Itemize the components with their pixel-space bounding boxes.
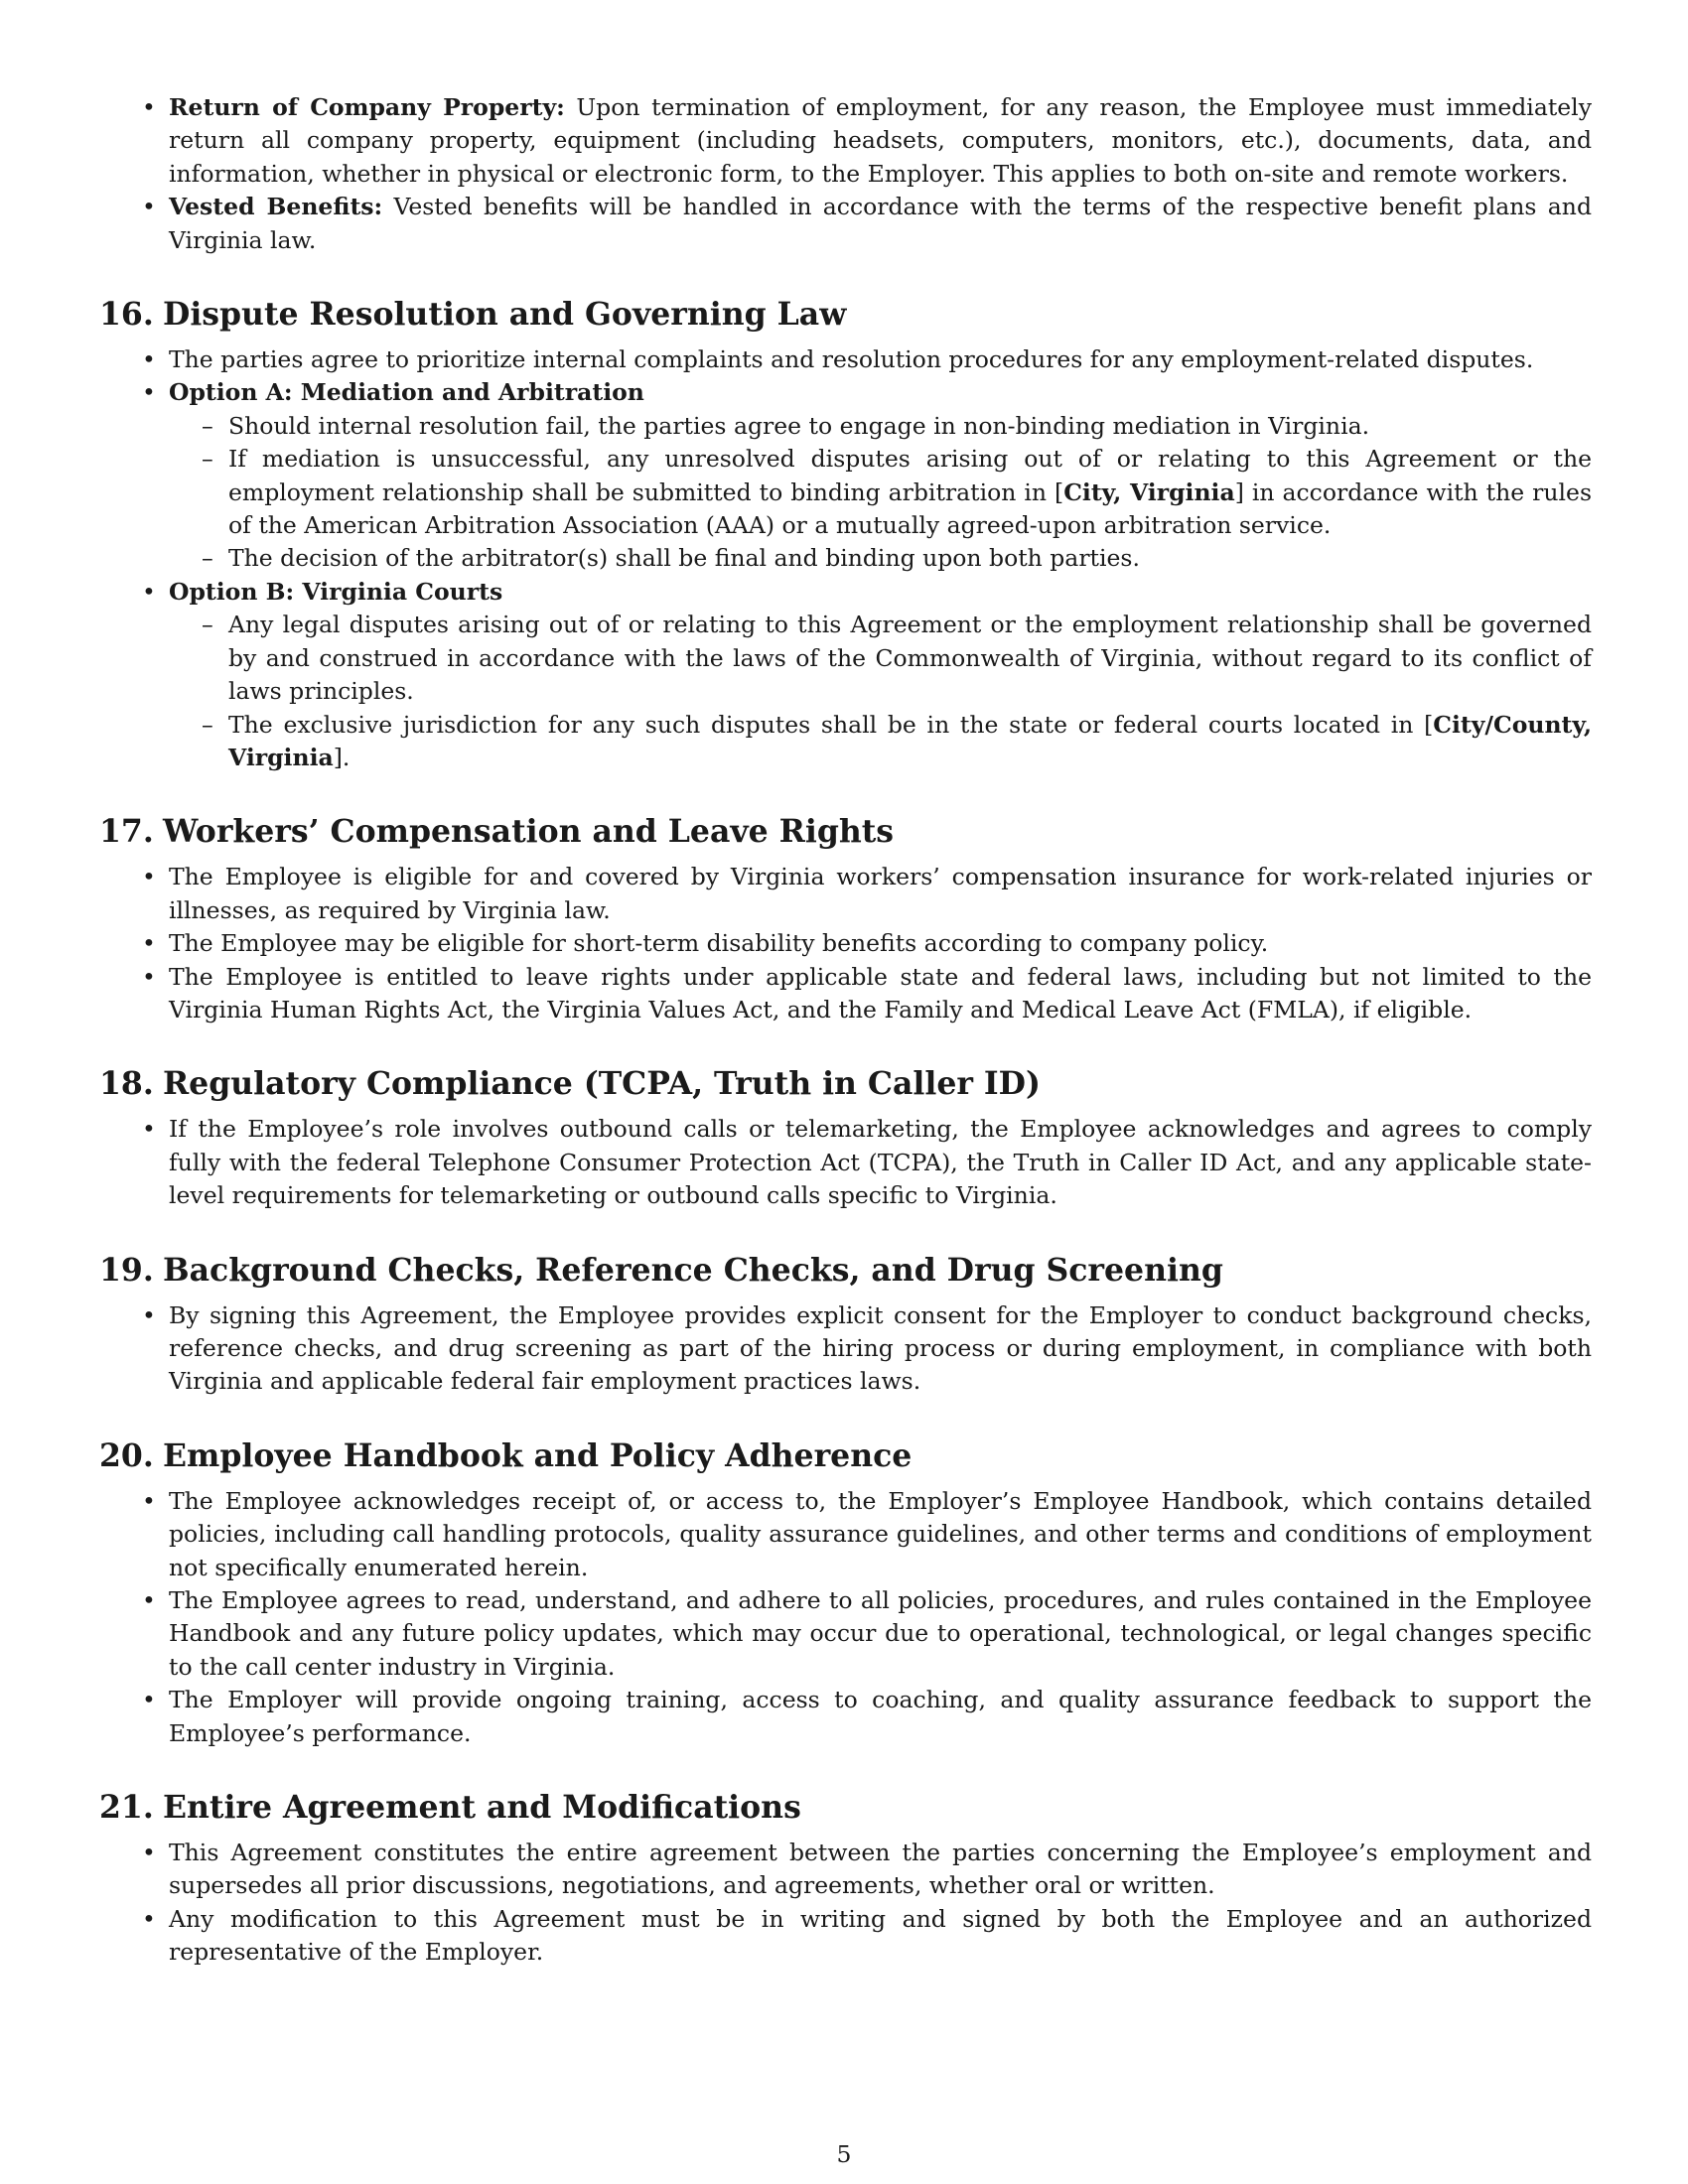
termination-list bbox=[99, 91, 1592, 257]
list-item: – Any legal disputes arising out of or relating to this Agreement or the employment relationship shall be governed by and construed in accordance with the laws of the Commonwealth of Virginia, without regard to its conflict of laws principles. bbox=[169, 609, 1592, 708]
list-item: • The Employee acknowledges receipt of, or access to, the Employer’s Employee Handbook, which contains detailed policies, including call handling protocols, quality assurance guidelines, and other terms and conditions of employment not specifically enumerated herein. bbox=[99, 1485, 1592, 1584]
section-20-list bbox=[99, 1485, 1592, 1750]
section-title: Entire Agreement and Modifications bbox=[163, 1789, 801, 1827]
list-item: • This Agreement constitutes the entire agreement between the parties concerning the Employee’s employment and supersedes all prior discussions, negotiations, and agreements, whether oral or written. bbox=[99, 1837, 1592, 1903]
list-item: • The Employee is entitled to leave rights under applicable state and federal laws, including but not limited to the Virginia Human Rights Act, the Virginia Values Act, and the Family and Medical Leave Act (FMLA), if eligible. bbox=[99, 961, 1592, 1027]
section-title: Employee Handbook and Policy Adherence bbox=[163, 1436, 913, 1474]
list-item: • The Employee agrees to read, understand, and adhere to all policies, procedures, and rules contained in the Employee Handbook and any future policy updates, which may occur due to operational, technological, or legal changes specific to the call center industry in Virginia. bbox=[99, 1584, 1592, 1684]
section-18-list bbox=[99, 1113, 1592, 1212]
list-item: – Should internal resolution fail, the parties agree to engage in non-binding mediation in Virginia. bbox=[169, 410, 1592, 443]
list-item: • If the Employee’s role involves outbound calls or telemarketing, the Employee acknowledges and agrees to comply fully with the federal Telephone Consumer Protection Act (TCPA), the Truth in Caller ID Act, and any applicable state-level requirements for telemarketing or outbound calls specific to Virginia. bbox=[99, 1113, 1592, 1212]
list-item: • The Employee is eligible for and covered by Virginia workers’ compensation insurance for work-related injuries or illnesses, as required by Virginia law. bbox=[99, 861, 1592, 927]
section-17-list bbox=[99, 861, 1592, 1026]
list-item: • By signing this Agreement, the Employee provides explicit consent for the Employer to conduct background checks, reference checks, and drug screening as part of the hiring process or during employment, in compliance with both Virginia and applicable federal fair employment practices laws. bbox=[99, 1299, 1592, 1399]
section-21-list bbox=[99, 1837, 1592, 1970]
section-number: 19. bbox=[99, 1251, 154, 1289]
section-title: Workers’ Compensation and Leave Rights bbox=[163, 813, 895, 851]
section-number: 20. bbox=[99, 1436, 154, 1474]
section-number: 21. bbox=[99, 1789, 154, 1827]
option-a bbox=[99, 376, 1592, 575]
item-text: ] in accordance with the rules of the American Arbitration Association (AAA) or a mutually agreed-upon arbitration service. bbox=[228, 478, 1593, 540]
item-text: Vested benefits will be handled in accordance with the terms of the respective benefit plans and Virginia law. bbox=[169, 193, 1592, 254]
option-b-list bbox=[169, 609, 1592, 774]
option-a-title: Option A: Mediation and Arbitration bbox=[169, 378, 644, 407]
list-item bbox=[99, 91, 1592, 191]
section-number: 17. bbox=[99, 813, 154, 851]
section-21-heading bbox=[99, 1788, 1592, 1828]
option-b bbox=[99, 576, 1592, 774]
item-label: Vested Benefits: bbox=[169, 193, 383, 221]
section-16-heading bbox=[99, 295, 1592, 335]
section-title: Dispute Resolution and Governing Law bbox=[163, 296, 847, 334]
list-item: • The parties agree to prioritize internal complaints and resolution procedures for any employment-related disputes. bbox=[99, 343, 1592, 376]
item-text: ]. bbox=[333, 743, 351, 771]
option-a-list bbox=[169, 410, 1592, 576]
list-item: – The decision of the arbitrator(s) shall be final and binding upon both parties. bbox=[169, 542, 1592, 575]
list-item bbox=[169, 709, 1592, 775]
section-16-list bbox=[99, 343, 1592, 774]
item-text: If mediation is unsuccessful, any unresolved disputes arising out of or relating to this Agreement or the employment relationship shall be submitted to binding arbitration in [ bbox=[228, 445, 1592, 506]
item-text: Upon termination of employment, for any reason, the Employee must immediately return all company property, equipment (including headsets, computers, monitors, etc.), documents, data, and information, whether in physical or electronic form, to the Employer. This applies to both on-site and remote workers. bbox=[169, 93, 1592, 188]
list-item bbox=[99, 191, 1592, 257]
list-item: • The Employee may be eligible for short-term disability benefits according to company policy. bbox=[99, 927, 1592, 960]
section-number: 16. bbox=[99, 296, 154, 334]
list-item: • The Employer will provide ongoing training, access to coaching, and quality assurance feedback to support the Employee’s performance. bbox=[99, 1684, 1592, 1750]
item-label: Return of Company Property: bbox=[169, 93, 565, 121]
page-content bbox=[99, 91, 1592, 1970]
placeholder-city-county: City/County, Virginia bbox=[228, 710, 1592, 771]
item-text: The exclusive jurisdiction for any such disputes shall be in the state or federal courts located in [ bbox=[228, 710, 1434, 739]
section-18-heading bbox=[99, 1064, 1592, 1104]
section-19-list bbox=[99, 1299, 1592, 1399]
page-number: 5 bbox=[836, 2140, 852, 2168]
section-19-heading bbox=[99, 1251, 1592, 1291]
placeholder-city: City, Virginia bbox=[1063, 478, 1235, 506]
section-title: Background Checks, Reference Checks, and Drug Screening bbox=[163, 1251, 1223, 1289]
section-title: Regulatory Compliance (TCPA, Truth in Caller ID) bbox=[163, 1065, 1041, 1103]
list-item: • Any modification to this Agreement must be in writing and signed by both the Employee and an authorized representative of the Employer. bbox=[99, 1903, 1592, 1970]
section-20-heading bbox=[99, 1436, 1592, 1476]
list-item bbox=[169, 443, 1592, 542]
section-17-heading bbox=[99, 812, 1592, 852]
option-b-title: Option B: Virginia Courts bbox=[169, 577, 503, 606]
section-number: 18. bbox=[99, 1065, 154, 1103]
